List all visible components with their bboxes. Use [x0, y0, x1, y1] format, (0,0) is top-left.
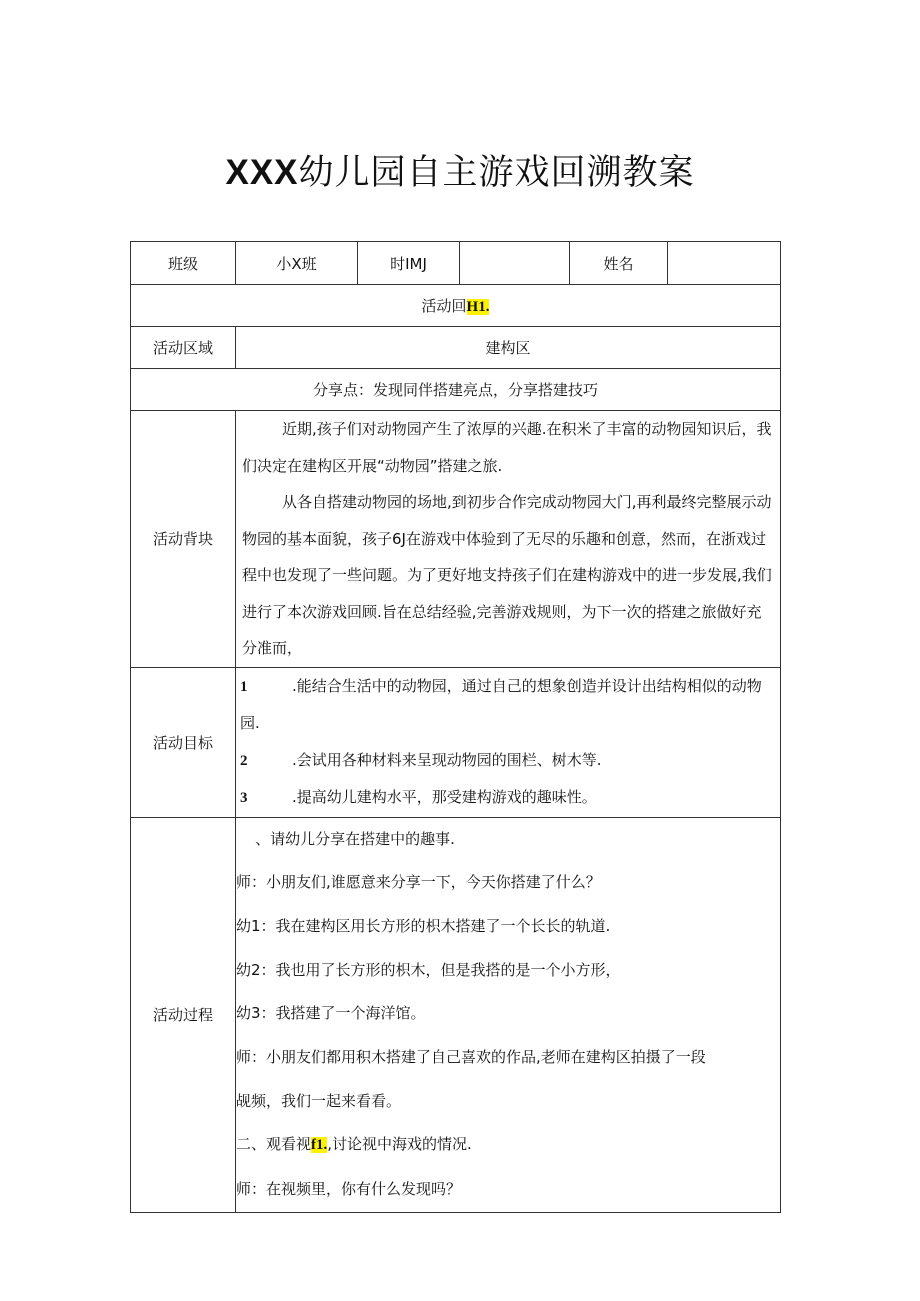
background-label: 活动背块: [131, 411, 236, 668]
process-line-highlight: f1.: [311, 1137, 328, 1154]
process-line-end: ,讨论视中海戏的情况.: [327, 1135, 472, 1154]
title-prefix: XXX: [225, 153, 299, 192]
goals-content: [236, 667, 781, 817]
process-content: [236, 817, 781, 1212]
process-line: 师：小朋友们,谁愿意来分享一下，今天你搭建了什么？: [236, 873, 601, 892]
process-line: 幼3：我搭建了一个海洋馆。: [236, 1004, 426, 1023]
process-label: 活动过程: [131, 817, 236, 1212]
time-value: [460, 242, 570, 285]
process-line: 师：小朋友们都用积木搭建了自己喜欢的作品,老师在建构区拍摄了一段: [236, 1048, 706, 1067]
process-line: [236, 1123, 780, 1168]
area-value: 建构区: [236, 327, 781, 369]
goal-text: .能结合生活中的动物园，通过自己的想象创造并设计出结构相似的动物园.: [240, 676, 762, 732]
page-title: [0, 145, 920, 195]
activity-review-text: 活动回: [421, 297, 467, 315]
activity-review-heading: [131, 285, 781, 327]
process-line: 觇频，我们一起来看看。: [236, 1091, 402, 1110]
process-line: 幼2：我也用了长方形的枳木，但是我搭的是一个小方形，: [236, 960, 621, 979]
goal-item: [236, 779, 780, 817]
time-label: 时IMJ: [358, 242, 460, 285]
name-label: 姓名: [570, 242, 668, 285]
goal-number: 3: [240, 790, 248, 806]
lesson-plan-table: [130, 241, 781, 1213]
goal-item: [236, 668, 780, 742]
goal-text: .会试用各种材料来呈现动物园的围栏、树木等.: [292, 750, 602, 769]
goal-number: 2: [240, 752, 248, 769]
title-text: 幼儿园自主游戏回溯教案: [298, 153, 695, 193]
area-label: 活动区域: [131, 327, 236, 369]
process-line: 师：在视频里，你有什么发现吗？: [236, 1180, 462, 1199]
process-line: 、请幼儿分享在搭建中的趣事.: [236, 829, 455, 848]
goal-text: .提高幼儿建构水平，那受建构游戏的趣味性。: [292, 788, 597, 806]
background-paragraph: 近期,孩子们对动物园产生了浓厚的兴趣.在积米了丰富的动物园知识后，我们决定在建构区开展“动物园”搭建之旅.: [242, 420, 772, 475]
goal-number: 1: [240, 678, 248, 695]
background-content: [236, 411, 781, 668]
class-label: 班级: [131, 242, 236, 285]
background-paragraph: 从各自搭建动物园的场地,到初步合作完成动物园大门,再利最终完整展示动物园的基本面貌，孩子6J在游戏中体验到了无尽的乐趣和创意，然而，在浙戏过程中也发现了一些问题。为了更好地支持孩子们在建构游戏中的进一步发展,我们进行了本次游戏回顾.旨在总结经验,完善游戏规则，为下一次的搭建之旅做好充分准而，: [242, 493, 772, 657]
process-line: 幼1：我在建构区用长方形的枳木搭建了一个长长的轨道.: [236, 916, 611, 935]
goals-label: 活动目标: [131, 667, 236, 817]
name-value: [668, 242, 781, 285]
goal-item: [236, 742, 780, 780]
process-line-start: 二、观看视: [236, 1135, 312, 1154]
class-value: 小X班: [236, 242, 358, 285]
share-point: 分享点：发现同伴搭建亮点，分享搭建技巧: [131, 369, 781, 411]
activity-review-highlight: H1.: [466, 299, 490, 315]
